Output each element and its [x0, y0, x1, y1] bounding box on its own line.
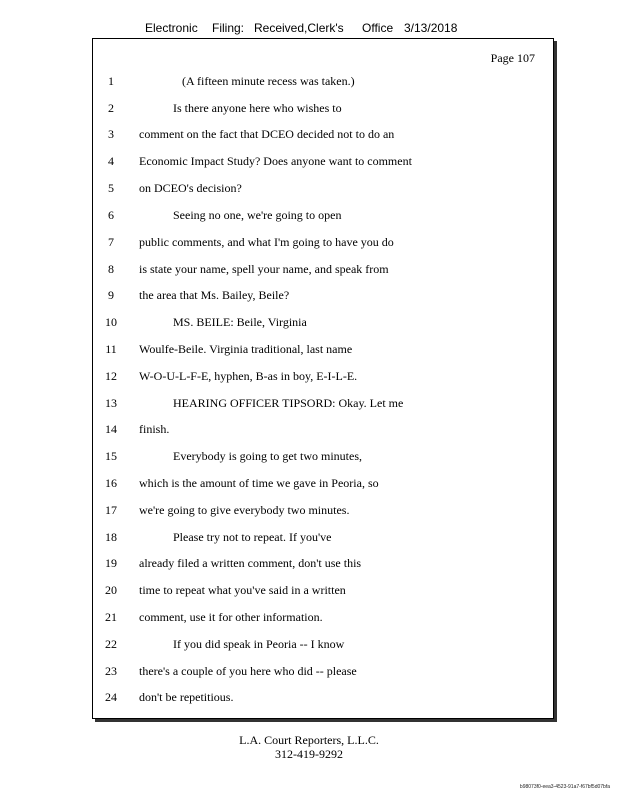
line-number: 15: [105, 449, 117, 463]
transcript-line: [93, 261, 553, 277]
line-text: we're going to give everybody two minutes.: [139, 503, 350, 517]
stamp-word-electronic: Electronic: [145, 21, 198, 35]
line-text: there's a couple of you here who did -- please: [139, 664, 357, 678]
line-number: 22: [105, 637, 117, 651]
transcript-line: [93, 207, 553, 223]
transcript-line: [93, 636, 553, 652]
line-text: Seeing no one, we're going to open: [173, 208, 342, 222]
transcript-line: [93, 234, 553, 250]
line-number: 2: [108, 101, 114, 115]
page-number: Page 107: [490, 51, 535, 65]
line-number: 13: [105, 396, 117, 410]
line-text: comment on the fact that DCEO decided not to do an: [139, 127, 395, 141]
transcript-line: [93, 153, 553, 169]
line-text: is state your name, spell your name, and speak from: [139, 262, 389, 276]
transcript-line: [93, 126, 553, 142]
stamp-word-received: Received,Clerk's: [254, 21, 344, 35]
line-text: MS. BEILE: Beile, Virginia: [173, 315, 307, 329]
line-text: If you did speak in Peoria -- I know: [173, 637, 345, 651]
line-text: Economic Impact Study? Does anyone want to comment: [139, 154, 412, 168]
transcript-line: [93, 100, 553, 116]
line-number: 23: [105, 664, 117, 678]
line-number: 24: [105, 690, 117, 704]
line-text: which is the amount of time we gave in Peoria, so: [139, 476, 379, 490]
line-text: Please try not to repeat. If you've: [173, 530, 332, 544]
transcript-line: [93, 368, 553, 384]
transcript-line: [93, 555, 553, 571]
transcript-line: [93, 689, 553, 705]
stamp-word-filing: Filing:: [212, 21, 245, 35]
line-number: 3: [108, 127, 114, 141]
footer-company: L.A. Court Reporters, L.L.C.: [239, 733, 379, 747]
transcript-line: [93, 609, 553, 625]
line-text: HEARING OFFICER TIPSORD: Okay. Let me: [173, 396, 404, 410]
line-text: W-O-U-L-F-E, hyphen, B-as in boy, E-I-L-E.: [139, 369, 358, 383]
line-number: 12: [105, 369, 117, 383]
transcript-line: [93, 73, 553, 89]
footer-phone: 312-419-9292: [275, 747, 343, 761]
line-text: (A fifteen minute recess was taken.): [182, 74, 355, 88]
transcript-line: [93, 287, 553, 303]
line-text: don't be repetitious.: [139, 690, 234, 704]
transcript-page: [92, 38, 554, 719]
transcript-line: [93, 582, 553, 598]
line-text: the area that Ms. Bailey, Beile?: [139, 288, 290, 302]
line-text: already filed a written comment, don't use this: [139, 556, 362, 570]
line-number: 1: [108, 74, 114, 88]
transcript-line: [93, 475, 553, 491]
transcript-line: [93, 663, 553, 679]
line-number: 18: [105, 530, 117, 544]
line-number: 7: [108, 235, 114, 249]
line-number: 19: [105, 556, 117, 570]
transcript-line: [93, 314, 553, 330]
line-text: comment, use it for other information.: [139, 610, 323, 624]
transcript-line: [93, 448, 553, 464]
line-number: 11: [105, 342, 117, 356]
line-text: Is there anyone here who wishes to: [173, 101, 342, 115]
transcript-line: [93, 341, 553, 357]
line-text: Woulfe-Beile. Virginia traditional, last name: [139, 342, 353, 356]
line-text: Everybody is going to get two minutes,: [173, 449, 362, 463]
line-text: time to repeat what you've said in a written: [139, 583, 346, 597]
line-number: 16: [105, 476, 117, 490]
line-number: 17: [105, 503, 117, 517]
line-number: 21: [105, 610, 117, 624]
stamp-date: 3/13/2018: [404, 21, 458, 35]
filing-stamp: [0, 20, 618, 36]
line-number: 9: [108, 288, 114, 302]
line-number: 14: [105, 422, 117, 436]
document-hash: b98073f0-eea3-4523-91a7-f67bf5d07bfa: [519, 784, 610, 790]
transcript-line: [93, 502, 553, 518]
line-number: 5: [108, 181, 114, 195]
line-text: finish.: [139, 422, 170, 436]
line-number: 8: [108, 262, 114, 276]
line-number: 6: [108, 208, 114, 222]
transcript-line: [93, 529, 553, 545]
transcript-line: [93, 180, 553, 196]
line-number: 4: [108, 154, 114, 168]
line-text: public comments, and what I'm going to have you do: [139, 235, 394, 249]
line-number: 20: [105, 583, 117, 597]
transcript-line: [93, 421, 553, 437]
transcript-line: [93, 395, 553, 411]
stamp-word-office: Office: [362, 21, 394, 35]
line-number: 10: [105, 315, 117, 329]
line-text: on DCEO's decision?: [139, 181, 242, 195]
